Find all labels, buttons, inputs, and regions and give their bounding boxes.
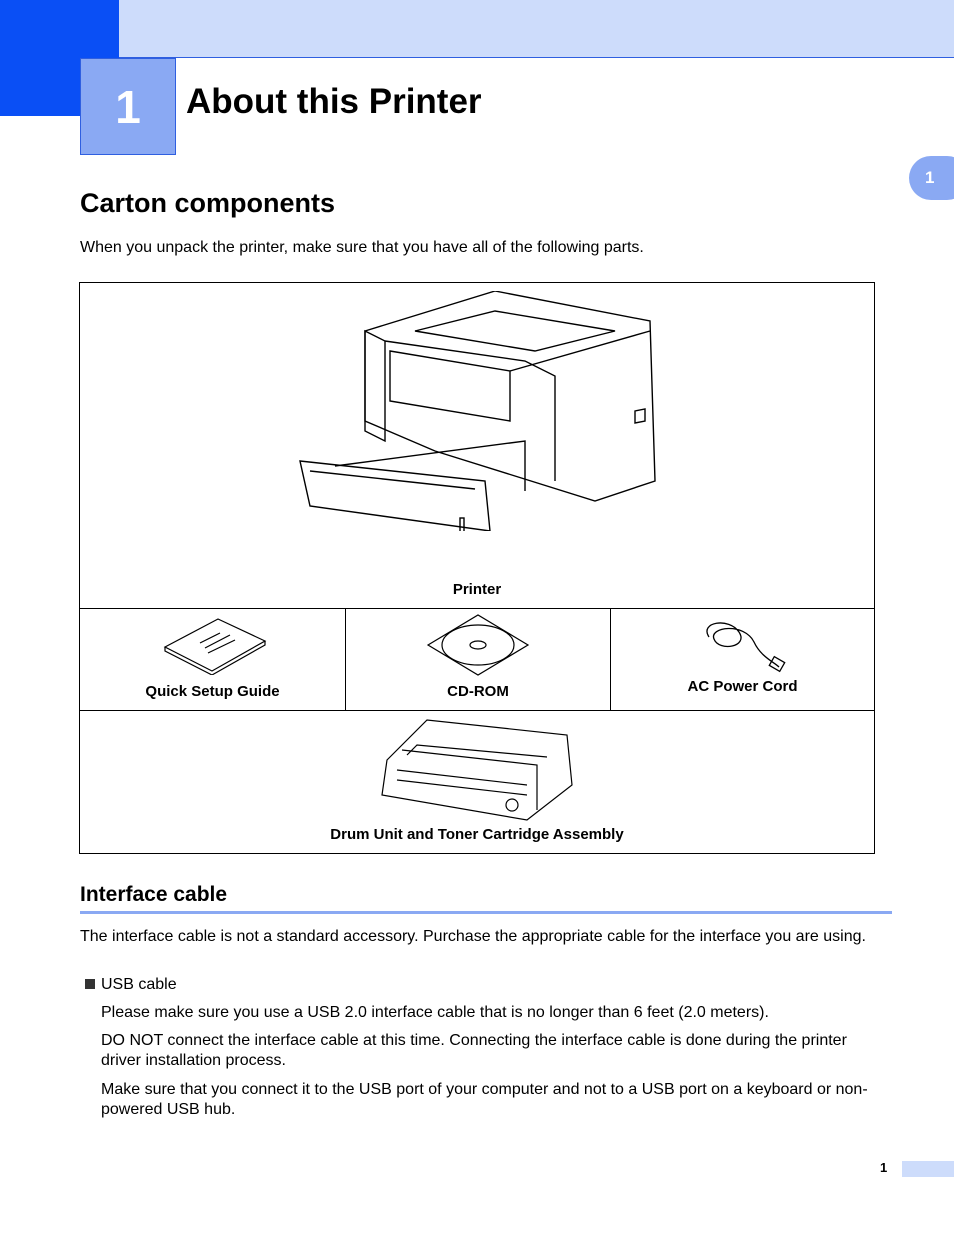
- usb-note-3: Make sure that you connect it to the USB port of your computer and not to a USB port on a keyboard or non-powered USB hub.: [101, 1081, 868, 1118]
- drum-cell: [80, 711, 874, 853]
- interface-cable-title: Interface cable: [80, 883, 228, 906]
- drum-caption: Drum Unit and Toner Cartridge Assembly: [330, 826, 624, 843]
- usb-note-2: DO NOT connect the interface cable at this time. Connecting the interface cable is done during the printer driver installation process.: [101, 1032, 847, 1069]
- quick-setup-caption: Quick Setup Guide: [145, 683, 280, 700]
- carton-components-table: [79, 282, 875, 854]
- booklet-icon: [160, 615, 270, 675]
- chapter-title: About this Printer: [186, 82, 482, 121]
- interface-body: The interface cable is not a standard accessory. Purchase the appropriate cable for the interface you are using.: [80, 928, 866, 945]
- usb-note-1: Please make sure you use a USB 2.0 interface cable that is no longer than 6 feet (2.0 meters).: [101, 1004, 769, 1021]
- power-cord-icon: [699, 617, 789, 675]
- power-cord-cell: [611, 609, 874, 710]
- footer-tab: [902, 1161, 954, 1177]
- quick-setup-cell: [80, 609, 345, 710]
- bullet-square-icon: [85, 979, 95, 989]
- section-rule: [80, 911, 892, 914]
- printer-icon: [295, 291, 665, 531]
- printer-caption: Printer: [452, 581, 502, 598]
- cdrom-caption: CD-ROM: [447, 683, 509, 700]
- chapter-side-tab: 1: [909, 156, 954, 200]
- drum-unit-icon: [377, 715, 577, 825]
- section-intro: When you unpack the printer, make sure that you have all of the following parts.: [80, 239, 644, 256]
- cd-icon: [423, 613, 533, 677]
- bullet-usb-cable: USB cable: [101, 976, 177, 993]
- chapter-number: 1: [80, 58, 176, 155]
- page-number: 1: [880, 1160, 888, 1175]
- cdrom-cell: [346, 609, 610, 710]
- section-title: Carton components: [80, 188, 336, 218]
- header-band: [0, 0, 954, 58]
- printer-cell: [80, 283, 874, 608]
- power-cord-caption: AC Power Cord: [687, 678, 798, 695]
